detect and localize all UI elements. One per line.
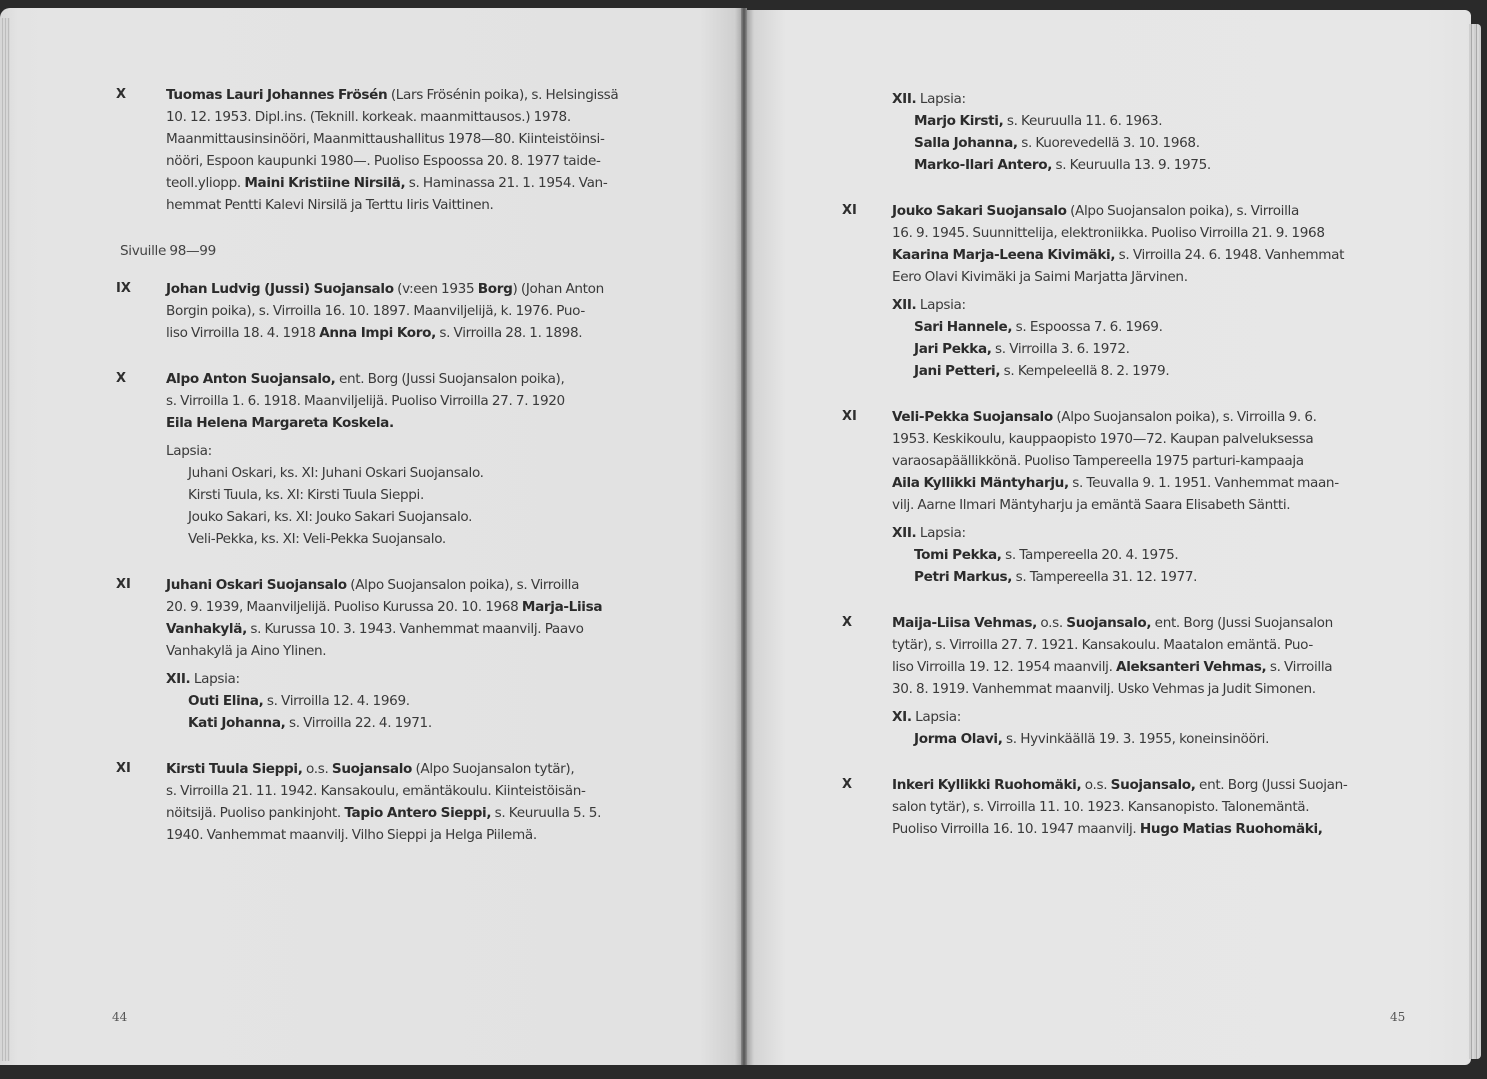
child-item	[892, 566, 1402, 588]
child-name: Marjo Kirsti,	[914, 113, 1004, 129]
person-name: Alpo Anton Suojansalo,	[166, 371, 336, 387]
text-line	[166, 322, 682, 344]
left-page-edges	[0, 18, 10, 1061]
left-page-text	[116, 84, 682, 870]
text-run: Puoliso Virroilla 16. 10. 1947 maanvilj.	[892, 821, 1140, 837]
child-item	[892, 110, 1402, 132]
text-line	[166, 150, 682, 172]
generation-numeral: XI	[842, 409, 857, 424]
entry-text	[892, 774, 1402, 840]
child-details: s. Espoossa 7. 6. 1969.	[1012, 319, 1163, 335]
entry-text	[892, 200, 1402, 382]
text-run: teoll.yliopp.	[166, 175, 245, 191]
children-label: Lapsia:	[919, 525, 966, 541]
child-details: s. Virroilla 3. 6. 1972.	[991, 341, 1130, 357]
text-line	[892, 222, 1402, 244]
text-line	[166, 128, 682, 150]
text-run: hemmat Pentti Kalevi Nirsilä ja Terttu Iiris Vaittinen.	[166, 197, 494, 213]
child-item	[892, 154, 1402, 176]
children-heading	[892, 88, 1402, 110]
person-name: Tuomas Lauri Johannes Frösén	[166, 87, 388, 103]
child-name: Jorma Olavi,	[914, 731, 1003, 747]
generation-numeral: X	[842, 615, 853, 630]
generation-numeral: XI	[116, 577, 131, 592]
text-run: liso Virroilla 19. 12. 1954 maanvilj.	[892, 659, 1117, 675]
text-line	[166, 824, 682, 846]
child-item	[892, 132, 1402, 154]
generation-numeral: XI	[842, 203, 857, 218]
child-name: Sari Hannele,	[914, 319, 1013, 335]
text-line	[166, 802, 682, 824]
children-heading	[892, 706, 1402, 728]
child-item	[892, 316, 1402, 338]
entry-text	[166, 758, 682, 846]
entry-kirsti-tuula	[116, 758, 682, 846]
text-run: salon tytär), s. Virroilla 11. 10. 1923. Kansanopisto. Talonemäntä.	[892, 799, 1310, 815]
person-name: Aleksanteri Vehmas,	[1116, 659, 1267, 675]
text-line	[166, 300, 682, 322]
child-details: s. Kuorevedellä 3. 10. 1968.	[1017, 135, 1200, 151]
text-run: 16. 9. 1945. Suunnittelija, elektroniikka. Puoliso Virroilla 21. 9. 1968	[892, 225, 1325, 241]
entry-johan-ludvig	[116, 278, 682, 344]
person-name: Tapio Antero Sieppi,	[344, 805, 492, 821]
text-line	[166, 412, 682, 434]
children-generation: XI.	[892, 709, 912, 725]
text-line	[892, 406, 1402, 428]
text-run: nööri, Espoon kaupunki 1980—. Puoliso Espoossa 20. 8. 1977 taide-	[166, 153, 601, 169]
person-name: Vanhakylä,	[166, 621, 247, 637]
text-run: (Alpo Suojansalon poika), s. Virroilla 9. 6.	[1052, 409, 1317, 425]
text-run: s. Virroilla	[1266, 659, 1333, 675]
person-name: Suojansalo,	[1110, 777, 1196, 793]
children-generation: XII.	[166, 671, 191, 687]
person-name: Juhani Oskari Suojansalo	[166, 577, 347, 593]
child-name: Jari Pekka,	[914, 341, 992, 357]
text-run: s. Keuruulla 5. 5.	[491, 805, 602, 821]
text-run: s. Virroilla 1. 6. 1918. Maanviljelijä. Puoliso Virroilla 27. 7. 1920	[166, 393, 565, 409]
text-line	[892, 612, 1402, 634]
text-run: Eero Olavi Kivimäki ja Saimi Marjatta Järvinen.	[892, 269, 1188, 285]
text-line	[166, 618, 682, 640]
entry-text	[166, 368, 682, 550]
text-line	[166, 390, 682, 412]
text-line	[166, 106, 682, 128]
person-name: Aila Kyllikki Mäntyharju,	[892, 475, 1069, 491]
entry-continued-children	[892, 88, 1402, 176]
generation-numeral: X	[116, 371, 127, 386]
book-gutter	[741, 8, 747, 1065]
text-run: s. Kurussa 10. 3. 1943. Vanhemmat maanvilj. Paavo	[246, 621, 584, 637]
text-run: nöitsijä. Puoliso pankinjoht.	[166, 805, 345, 821]
person-name: Eila Helena Margareta Koskela.	[166, 415, 394, 431]
child-item	[892, 728, 1402, 750]
child-name: Salla Johanna,	[914, 135, 1018, 151]
children-label: Lapsia:	[166, 443, 212, 459]
child-name: Marko-Ilari Antero,	[914, 157, 1053, 173]
text-run: 30. 8. 1919. Vanhemmat maanvilj. Usko Vehmas ja Judit Simonen.	[892, 681, 1316, 697]
child-details: s. Virroilla 22. 4. 1971.	[285, 715, 432, 731]
person-name: Borg	[477, 281, 513, 297]
text-run: 20. 9. 1939, Maanviljelijä. Puoliso Kurussa 20. 10. 1968	[166, 599, 522, 615]
entry-juhani-oskari	[116, 574, 682, 734]
text-run: vilj. Aarne Ilmari Mäntyharju ja emäntä Saara Elisabeth Säntti.	[892, 497, 1291, 513]
text-run: (Alpo Suojansalon tytär),	[412, 761, 575, 777]
person-name: Johan Ludvig (Jussi) Suojansalo	[166, 281, 394, 297]
children-heading	[892, 522, 1402, 544]
entry-text	[166, 278, 682, 344]
text-run: varaosapäällikkönä. Puoliso Tampereella 1975 parturi-kampaaja	[892, 453, 1304, 469]
text-run: s. Teuvalla 9. 1. 1951. Vanhemmat maan-	[1068, 475, 1339, 491]
entry-text	[892, 406, 1402, 588]
person-name: Anna Impi Koro,	[319, 325, 436, 341]
person-name: Marja-Liisa	[521, 599, 603, 615]
text-line	[892, 634, 1402, 656]
text-run: ent. Borg (Jussi Suojan-	[1195, 777, 1348, 793]
entry-jouko-sakari	[842, 200, 1402, 382]
text-line	[892, 796, 1402, 818]
children-generation: XII.	[892, 297, 917, 313]
child-name: Tomi Pekka,	[914, 547, 1002, 563]
text-line	[892, 428, 1402, 450]
child-details: s. Keuruulla 13. 9. 1975.	[1052, 157, 1211, 173]
child-item	[166, 712, 682, 734]
generation-numeral: XI	[116, 761, 131, 776]
person-name: Suojansalo,	[1066, 615, 1152, 631]
child-name: Kati Johanna,	[188, 715, 286, 731]
text-run: s. Virroilla 24. 6. 1948. Vanhemmat	[1115, 247, 1345, 263]
text-line	[892, 450, 1402, 472]
text-run: liso Virroilla 18. 4. 1918	[166, 325, 320, 341]
person-name: Maija-Liisa Vehmas,	[892, 615, 1037, 631]
generation-numeral: IX	[116, 281, 131, 296]
child-item: Veli-Pekka, ks. XI: Veli-Pekka Suojansalo.	[188, 531, 446, 547]
page-number-right: 45	[1390, 1010, 1406, 1024]
section-heading: Sivuille 98—99	[120, 243, 216, 259]
text-run: Maanmittausinsinööri, Maanmittaushallitus 1978—80. Kiinteistöinsi-	[166, 131, 605, 147]
text-line	[166, 758, 682, 780]
text-run: o.s.	[302, 761, 332, 777]
generation-numeral: X	[116, 87, 127, 102]
text-line	[166, 596, 682, 618]
text-run: (Alpo Suojansalon poika), s. Virroilla	[1066, 203, 1299, 219]
text-run: 1940. Vanhemmat maanvilj. Vilho Sieppi ja Helga Piilemä.	[166, 827, 537, 843]
text-line	[892, 494, 1402, 516]
text-line	[892, 656, 1402, 678]
person-name: Kirsti Tuula Sieppi,	[166, 761, 303, 777]
child-name: Jani Petteri,	[914, 363, 1001, 379]
entry-inkeri-kyllikki	[842, 774, 1402, 840]
text-line	[166, 172, 682, 194]
person-name: Inkeri Kyllikki Ruohomäki,	[892, 777, 1082, 793]
child-item: Jouko Sakari, ks. XI: Jouko Sakari Suojansalo.	[188, 509, 473, 525]
person-name: Veli-Pekka Suojansalo	[892, 409, 1053, 425]
text-run: tytär), s. Virroilla 27. 7. 1921. Kansakoulu. Maatalon emäntä. Puo-	[892, 637, 1313, 653]
child-details: s. Hyvinkäällä 19. 3. 1955, koneinsinööri.	[1002, 731, 1270, 747]
person-name: Kaarina Marja-Leena Kivimäki,	[892, 247, 1116, 263]
generation-numeral: X	[842, 777, 853, 792]
person-name: Suojansalo	[331, 761, 412, 777]
entry-maija-liisa	[842, 612, 1402, 750]
text-line	[892, 200, 1402, 222]
child-item: Juhani Oskari, ks. XI: Juhani Oskari Suojansalo.	[188, 465, 484, 481]
text-run: 10. 12. 1953. Dipl.ins. (Teknill. korkeak. maanmittausos.) 1978.	[166, 109, 571, 125]
children-generation: XII.	[892, 91, 917, 107]
right-page-edges	[1469, 24, 1481, 1059]
text-run: s. Virroilla 21. 11. 1942. Kansakoulu, emäntäkoulu. Kiinteistöisän-	[166, 783, 586, 799]
child-details: s. Tampereella 20. 4. 1975.	[1001, 547, 1179, 563]
text-run: (Lars Frösénin poika), s. Helsingissä	[387, 87, 619, 103]
entry-text	[166, 84, 682, 216]
text-run: Borgin poika), s. Virroilla 16. 10. 1897. Maanviljelijä, k. 1976. Puo-	[166, 303, 585, 319]
child-name: Petri Markus,	[914, 569, 1013, 585]
children-label: Lapsia:	[193, 671, 240, 687]
right-page-text	[842, 88, 1402, 864]
text-line	[166, 278, 682, 300]
text-line	[166, 368, 682, 390]
text-run: o.s.	[1036, 615, 1067, 631]
child-item	[166, 690, 682, 712]
children-label: Lapsia:	[919, 91, 966, 107]
text-run: o.s.	[1081, 777, 1111, 793]
child-details: s. Keuruulla 11. 6. 1963.	[1003, 113, 1163, 129]
person-name: Hugo Matias Ruohomäki,	[1139, 821, 1323, 837]
child-details: s. Virroilla 12. 4. 1969.	[263, 693, 410, 709]
text-line	[892, 678, 1402, 700]
child-details: s. Tampereella 31. 12. 1977.	[1012, 569, 1198, 585]
child-name: Outi Elina,	[188, 693, 264, 709]
text-run: (Alpo Suojansalon poika), s. Virroilla	[346, 577, 580, 593]
text-run: ent. Borg (Jussi Suojansalon poika),	[335, 371, 565, 387]
children-generation: XII.	[892, 525, 917, 541]
text-run: s. Haminassa 21. 1. 1954. Van-	[405, 175, 608, 191]
text-line	[166, 84, 682, 106]
text-line	[166, 780, 682, 802]
text-line	[166, 194, 682, 216]
text-line	[892, 774, 1402, 796]
children-heading	[166, 440, 682, 462]
entry-text	[166, 574, 682, 734]
text-run: ent. Borg (Jussi Suojansalon	[1151, 615, 1333, 631]
children-label: Lapsia:	[915, 709, 961, 725]
text-run: (v:een 1935	[393, 281, 478, 297]
entry-alpo-anton	[116, 368, 682, 550]
child-item	[892, 544, 1402, 566]
text-line	[166, 640, 682, 662]
text-line	[892, 472, 1402, 494]
text-line	[166, 574, 682, 596]
child-details: s. Kempeleellä 8. 2. 1979.	[1000, 363, 1170, 379]
person-name: Jouko Sakari Suojansalo	[892, 203, 1067, 219]
person-name: Maini Kristiine Nirsilä,	[244, 175, 406, 191]
text-line	[892, 818, 1402, 840]
entry-veli-pekka	[842, 406, 1402, 588]
text-run: 1953. Keskikoulu, kauppaopisto 1970—72. Kaupan palveluksessa	[892, 431, 1314, 447]
child-item	[892, 338, 1402, 360]
text-run: ) (Johan Anton	[512, 281, 604, 297]
text-line	[892, 266, 1402, 288]
text-run: s. Virroilla 28. 1. 1898.	[435, 325, 583, 341]
children-heading	[166, 668, 682, 690]
entry-text	[892, 612, 1402, 750]
text-run: Vanhakylä ja Aino Ylinen.	[166, 643, 327, 659]
children-heading	[892, 294, 1402, 316]
children-label: Lapsia:	[919, 297, 966, 313]
text-line	[892, 244, 1402, 266]
page-number-left: 44	[112, 1010, 128, 1024]
entry-tuomas-frosen	[116, 84, 682, 216]
child-item: Kirsti Tuula, ks. XI: Kirsti Tuula Sieppi.	[188, 487, 424, 503]
child-item	[892, 360, 1402, 382]
